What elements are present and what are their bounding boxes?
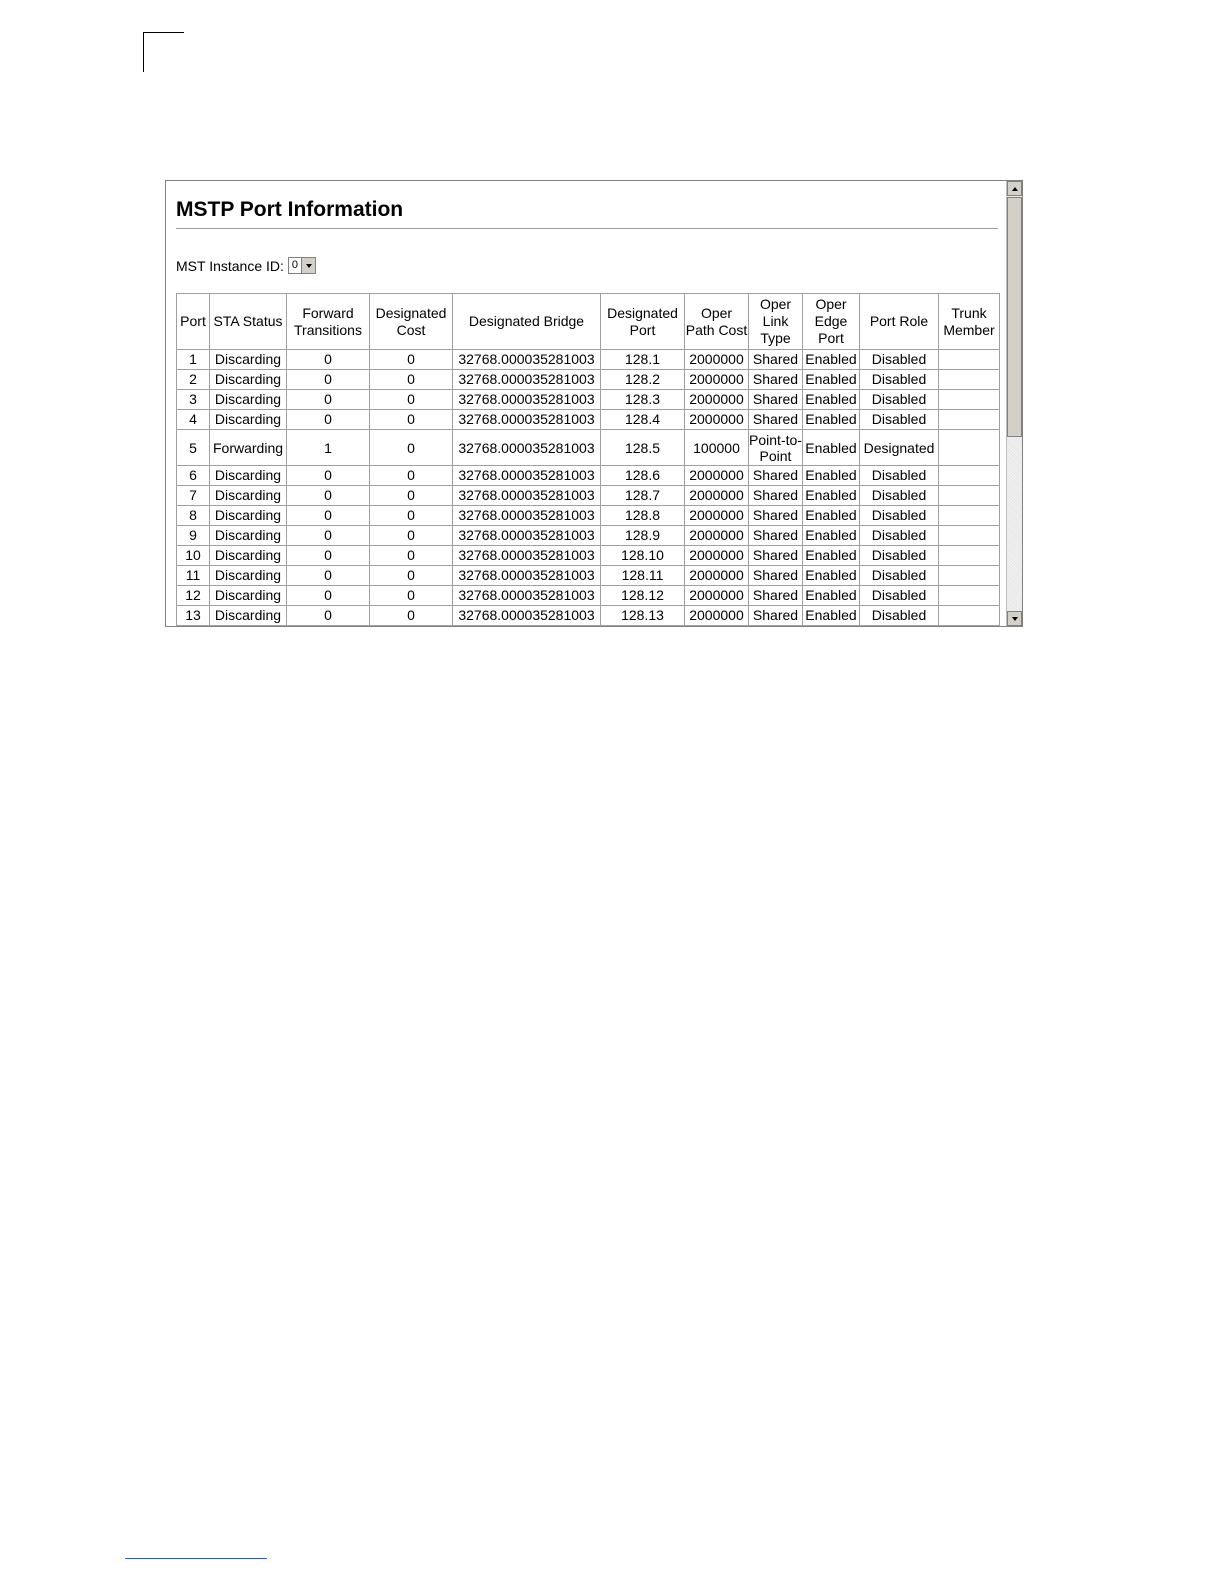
table-cell bbox=[939, 566, 1000, 586]
table-cell: Discarding bbox=[210, 466, 287, 486]
table-cell: 0 bbox=[370, 410, 453, 430]
table-row bbox=[177, 506, 1000, 526]
table-cell: Enabled bbox=[803, 410, 860, 430]
table-cell: Forwarding bbox=[210, 430, 287, 466]
page-title: MSTP Port Information bbox=[176, 198, 404, 221]
table-cell: Disabled bbox=[860, 526, 939, 546]
table-cell: 3 bbox=[177, 390, 210, 410]
table-cell: Shared bbox=[749, 370, 803, 390]
scroll-up-arrow-icon[interactable] bbox=[1007, 181, 1022, 196]
table-cell: Discarding bbox=[210, 486, 287, 506]
table-cell: 0 bbox=[370, 506, 453, 526]
table-cell: 128.2 bbox=[601, 370, 685, 390]
table-body bbox=[177, 350, 1000, 626]
table-cell: 0 bbox=[287, 526, 370, 546]
table-cell: 0 bbox=[287, 566, 370, 586]
table-cell: Shared bbox=[749, 390, 803, 410]
table-cell: 9 bbox=[177, 526, 210, 546]
table-cell: Discarding bbox=[210, 526, 287, 546]
table-cell bbox=[939, 390, 1000, 410]
table-cell: Discarding bbox=[210, 606, 287, 626]
table-cell: 128.8 bbox=[601, 506, 685, 526]
table-cell: Enabled bbox=[803, 486, 860, 506]
table-cell: Shared bbox=[749, 486, 803, 506]
table-row bbox=[177, 430, 1000, 466]
title-divider bbox=[176, 228, 998, 229]
table-cell: 4 bbox=[177, 410, 210, 430]
table-cell: Enabled bbox=[803, 370, 860, 390]
table-cell: 2000000 bbox=[685, 466, 749, 486]
table-cell: 0 bbox=[287, 586, 370, 606]
table-cell: Discarding bbox=[210, 506, 287, 526]
table-cell: Enabled bbox=[803, 350, 860, 370]
table-cell: 32768.000035281003 bbox=[453, 350, 601, 370]
chevron-down-icon[interactable] bbox=[301, 258, 315, 273]
table-cell: Discarding bbox=[210, 410, 287, 430]
page-content bbox=[166, 181, 1006, 627]
table-cell: Enabled bbox=[803, 566, 860, 586]
browser-frame bbox=[165, 180, 1023, 627]
table-cell: 2000000 bbox=[685, 546, 749, 566]
crop-mark-vertical bbox=[143, 32, 144, 72]
table-cell: 128.7 bbox=[601, 486, 685, 506]
table-cell: Enabled bbox=[803, 466, 860, 486]
table-cell: 2000000 bbox=[685, 390, 749, 410]
table-cell: 0 bbox=[370, 390, 453, 410]
column-header: Port Role bbox=[860, 294, 939, 350]
table-cell: Shared bbox=[749, 566, 803, 586]
table-row bbox=[177, 606, 1000, 626]
table-cell: Discarding bbox=[210, 390, 287, 410]
table-row bbox=[177, 370, 1000, 390]
table-cell: Discarding bbox=[210, 370, 287, 390]
table-cell: Discarding bbox=[210, 350, 287, 370]
table-cell: 7 bbox=[177, 486, 210, 506]
table-cell: 2000000 bbox=[685, 410, 749, 430]
table-cell bbox=[939, 546, 1000, 566]
table-cell: Point-to-Point bbox=[749, 430, 803, 466]
table-cell: Enabled bbox=[803, 526, 860, 546]
table-header-row bbox=[177, 294, 1000, 350]
table-cell: Disabled bbox=[860, 486, 939, 506]
table-cell: Disabled bbox=[860, 566, 939, 586]
table-cell bbox=[939, 606, 1000, 626]
table-row bbox=[177, 410, 1000, 430]
table-row bbox=[177, 566, 1000, 586]
table-cell: 0 bbox=[287, 370, 370, 390]
table-row bbox=[177, 586, 1000, 606]
mst-instance-select[interactable] bbox=[288, 257, 316, 274]
table-cell: Disabled bbox=[860, 350, 939, 370]
table-cell bbox=[939, 370, 1000, 390]
column-header: Forward Transitions bbox=[287, 294, 370, 350]
table-cell: 0 bbox=[287, 390, 370, 410]
table-cell: Disabled bbox=[860, 586, 939, 606]
table-cell: 100000 bbox=[685, 430, 749, 466]
table-cell: Disabled bbox=[860, 506, 939, 526]
table-cell: 128.1 bbox=[601, 350, 685, 370]
table-cell: 32768.000035281003 bbox=[453, 506, 601, 526]
table-cell: 6 bbox=[177, 466, 210, 486]
table-cell: Disabled bbox=[860, 546, 939, 566]
table-cell: 5 bbox=[177, 430, 210, 466]
table-cell: 0 bbox=[370, 430, 453, 466]
table-cell bbox=[939, 410, 1000, 430]
table-cell: 128.4 bbox=[601, 410, 685, 430]
column-header: Oper Link Type bbox=[749, 294, 803, 350]
table-cell: 32768.000035281003 bbox=[453, 566, 601, 586]
table-cell: 32768.000035281003 bbox=[453, 586, 601, 606]
table-cell: Enabled bbox=[803, 606, 860, 626]
table-cell: 128.5 bbox=[601, 430, 685, 466]
column-header: Designated Cost bbox=[370, 294, 453, 350]
scrollbar-thumb[interactable] bbox=[1007, 197, 1022, 437]
table-cell bbox=[939, 526, 1000, 546]
table-cell: 128.6 bbox=[601, 466, 685, 486]
table-cell: Enabled bbox=[803, 430, 860, 466]
table-cell: 2000000 bbox=[685, 526, 749, 546]
table-row bbox=[177, 390, 1000, 410]
table-cell: 128.13 bbox=[601, 606, 685, 626]
table-cell: Enabled bbox=[803, 390, 860, 410]
table-cell: 32768.000035281003 bbox=[453, 390, 601, 410]
table-cell: 0 bbox=[287, 466, 370, 486]
table-cell bbox=[939, 350, 1000, 370]
table-cell: 0 bbox=[287, 606, 370, 626]
table-cell: 0 bbox=[287, 486, 370, 506]
table-cell: Disabled bbox=[860, 606, 939, 626]
table-cell: Designated bbox=[860, 430, 939, 466]
column-header: Trunk Member bbox=[939, 294, 1000, 350]
table-cell bbox=[939, 430, 1000, 466]
table-cell: Discarding bbox=[210, 566, 287, 586]
table-cell: 0 bbox=[287, 546, 370, 566]
table-cell: Shared bbox=[749, 350, 803, 370]
table-cell: 0 bbox=[370, 486, 453, 506]
table-cell: 32768.000035281003 bbox=[453, 606, 601, 626]
table-cell: 0 bbox=[287, 350, 370, 370]
table-cell: 2000000 bbox=[685, 350, 749, 370]
table-cell: 2000000 bbox=[685, 506, 749, 526]
column-header: STA Status bbox=[210, 294, 287, 350]
column-header: Designated Bridge bbox=[453, 294, 601, 350]
table-cell bbox=[939, 506, 1000, 526]
table-cell: Disabled bbox=[860, 410, 939, 430]
table-cell: Enabled bbox=[803, 506, 860, 526]
table-cell: Shared bbox=[749, 606, 803, 626]
table-cell: Shared bbox=[749, 466, 803, 486]
table-cell: Disabled bbox=[860, 466, 939, 486]
table-cell: 13 bbox=[177, 606, 210, 626]
column-header: Port bbox=[177, 294, 210, 350]
table-cell bbox=[939, 486, 1000, 506]
column-header: Oper Path Cost bbox=[685, 294, 749, 350]
table-cell: 32768.000035281003 bbox=[453, 466, 601, 486]
table-cell: Shared bbox=[749, 546, 803, 566]
mst-instance-value: 0 bbox=[291, 259, 299, 271]
table-cell: 0 bbox=[370, 566, 453, 586]
table-cell: 2000000 bbox=[685, 486, 749, 506]
mst-instance-row bbox=[176, 257, 316, 274]
table-cell: Shared bbox=[749, 506, 803, 526]
table-cell: 2 bbox=[177, 370, 210, 390]
table-cell: 11 bbox=[177, 566, 210, 586]
table-cell: 128.11 bbox=[601, 566, 685, 586]
table-cell: 128.9 bbox=[601, 526, 685, 546]
table-cell: Enabled bbox=[803, 586, 860, 606]
table-row bbox=[177, 466, 1000, 486]
table-cell: 0 bbox=[370, 526, 453, 546]
table-cell: 0 bbox=[287, 506, 370, 526]
table-cell: 0 bbox=[370, 546, 453, 566]
table-row bbox=[177, 350, 1000, 370]
table-cell: 128.10 bbox=[601, 546, 685, 566]
table-cell: 0 bbox=[370, 606, 453, 626]
table-cell: Disabled bbox=[860, 390, 939, 410]
table-cell: Disabled bbox=[860, 370, 939, 390]
column-header: Designated Port bbox=[601, 294, 685, 350]
table-cell: 0 bbox=[370, 370, 453, 390]
table-cell: 2000000 bbox=[685, 370, 749, 390]
table-cell: 2000000 bbox=[685, 586, 749, 606]
scroll-down-arrow-icon[interactable] bbox=[1007, 611, 1022, 626]
table-cell: Shared bbox=[749, 526, 803, 546]
port-table bbox=[176, 293, 1000, 626]
table-cell: Discarding bbox=[210, 586, 287, 606]
table-cell: 128.3 bbox=[601, 390, 685, 410]
table-cell: 0 bbox=[370, 586, 453, 606]
crop-mark-horizontal bbox=[143, 32, 184, 33]
table-cell: 8 bbox=[177, 506, 210, 526]
table-cell: 0 bbox=[287, 410, 370, 430]
table-cell bbox=[939, 586, 1000, 606]
table-row bbox=[177, 546, 1000, 566]
table-cell: 32768.000035281003 bbox=[453, 430, 601, 466]
table-cell: 32768.000035281003 bbox=[453, 410, 601, 430]
table-cell: 12 bbox=[177, 586, 210, 606]
table-cell: 32768.000035281003 bbox=[453, 546, 601, 566]
column-header: Oper Edge Port bbox=[803, 294, 860, 350]
mst-instance-label: MST Instance ID: bbox=[176, 257, 284, 274]
table-cell: 1 bbox=[287, 430, 370, 466]
table-cell: 32768.000035281003 bbox=[453, 486, 601, 506]
table-cell: 128.12 bbox=[601, 586, 685, 606]
table-cell: Enabled bbox=[803, 546, 860, 566]
vertical-scrollbar[interactable] bbox=[1006, 181, 1022, 626]
table-cell: Discarding bbox=[210, 546, 287, 566]
table-cell: 0 bbox=[370, 350, 453, 370]
table-cell bbox=[939, 466, 1000, 486]
table-cell: 32768.000035281003 bbox=[453, 526, 601, 546]
table-cell: 10 bbox=[177, 546, 210, 566]
table-row bbox=[177, 526, 1000, 546]
table-row bbox=[177, 486, 1000, 506]
table-cell: 32768.000035281003 bbox=[453, 370, 601, 390]
footer-rule bbox=[125, 1558, 267, 1559]
table-cell: Shared bbox=[749, 410, 803, 430]
table-cell: 0 bbox=[370, 466, 453, 486]
table-cell: 1 bbox=[177, 350, 210, 370]
table-cell: Shared bbox=[749, 586, 803, 606]
table-cell: 2000000 bbox=[685, 566, 749, 586]
table-cell: 2000000 bbox=[685, 606, 749, 626]
